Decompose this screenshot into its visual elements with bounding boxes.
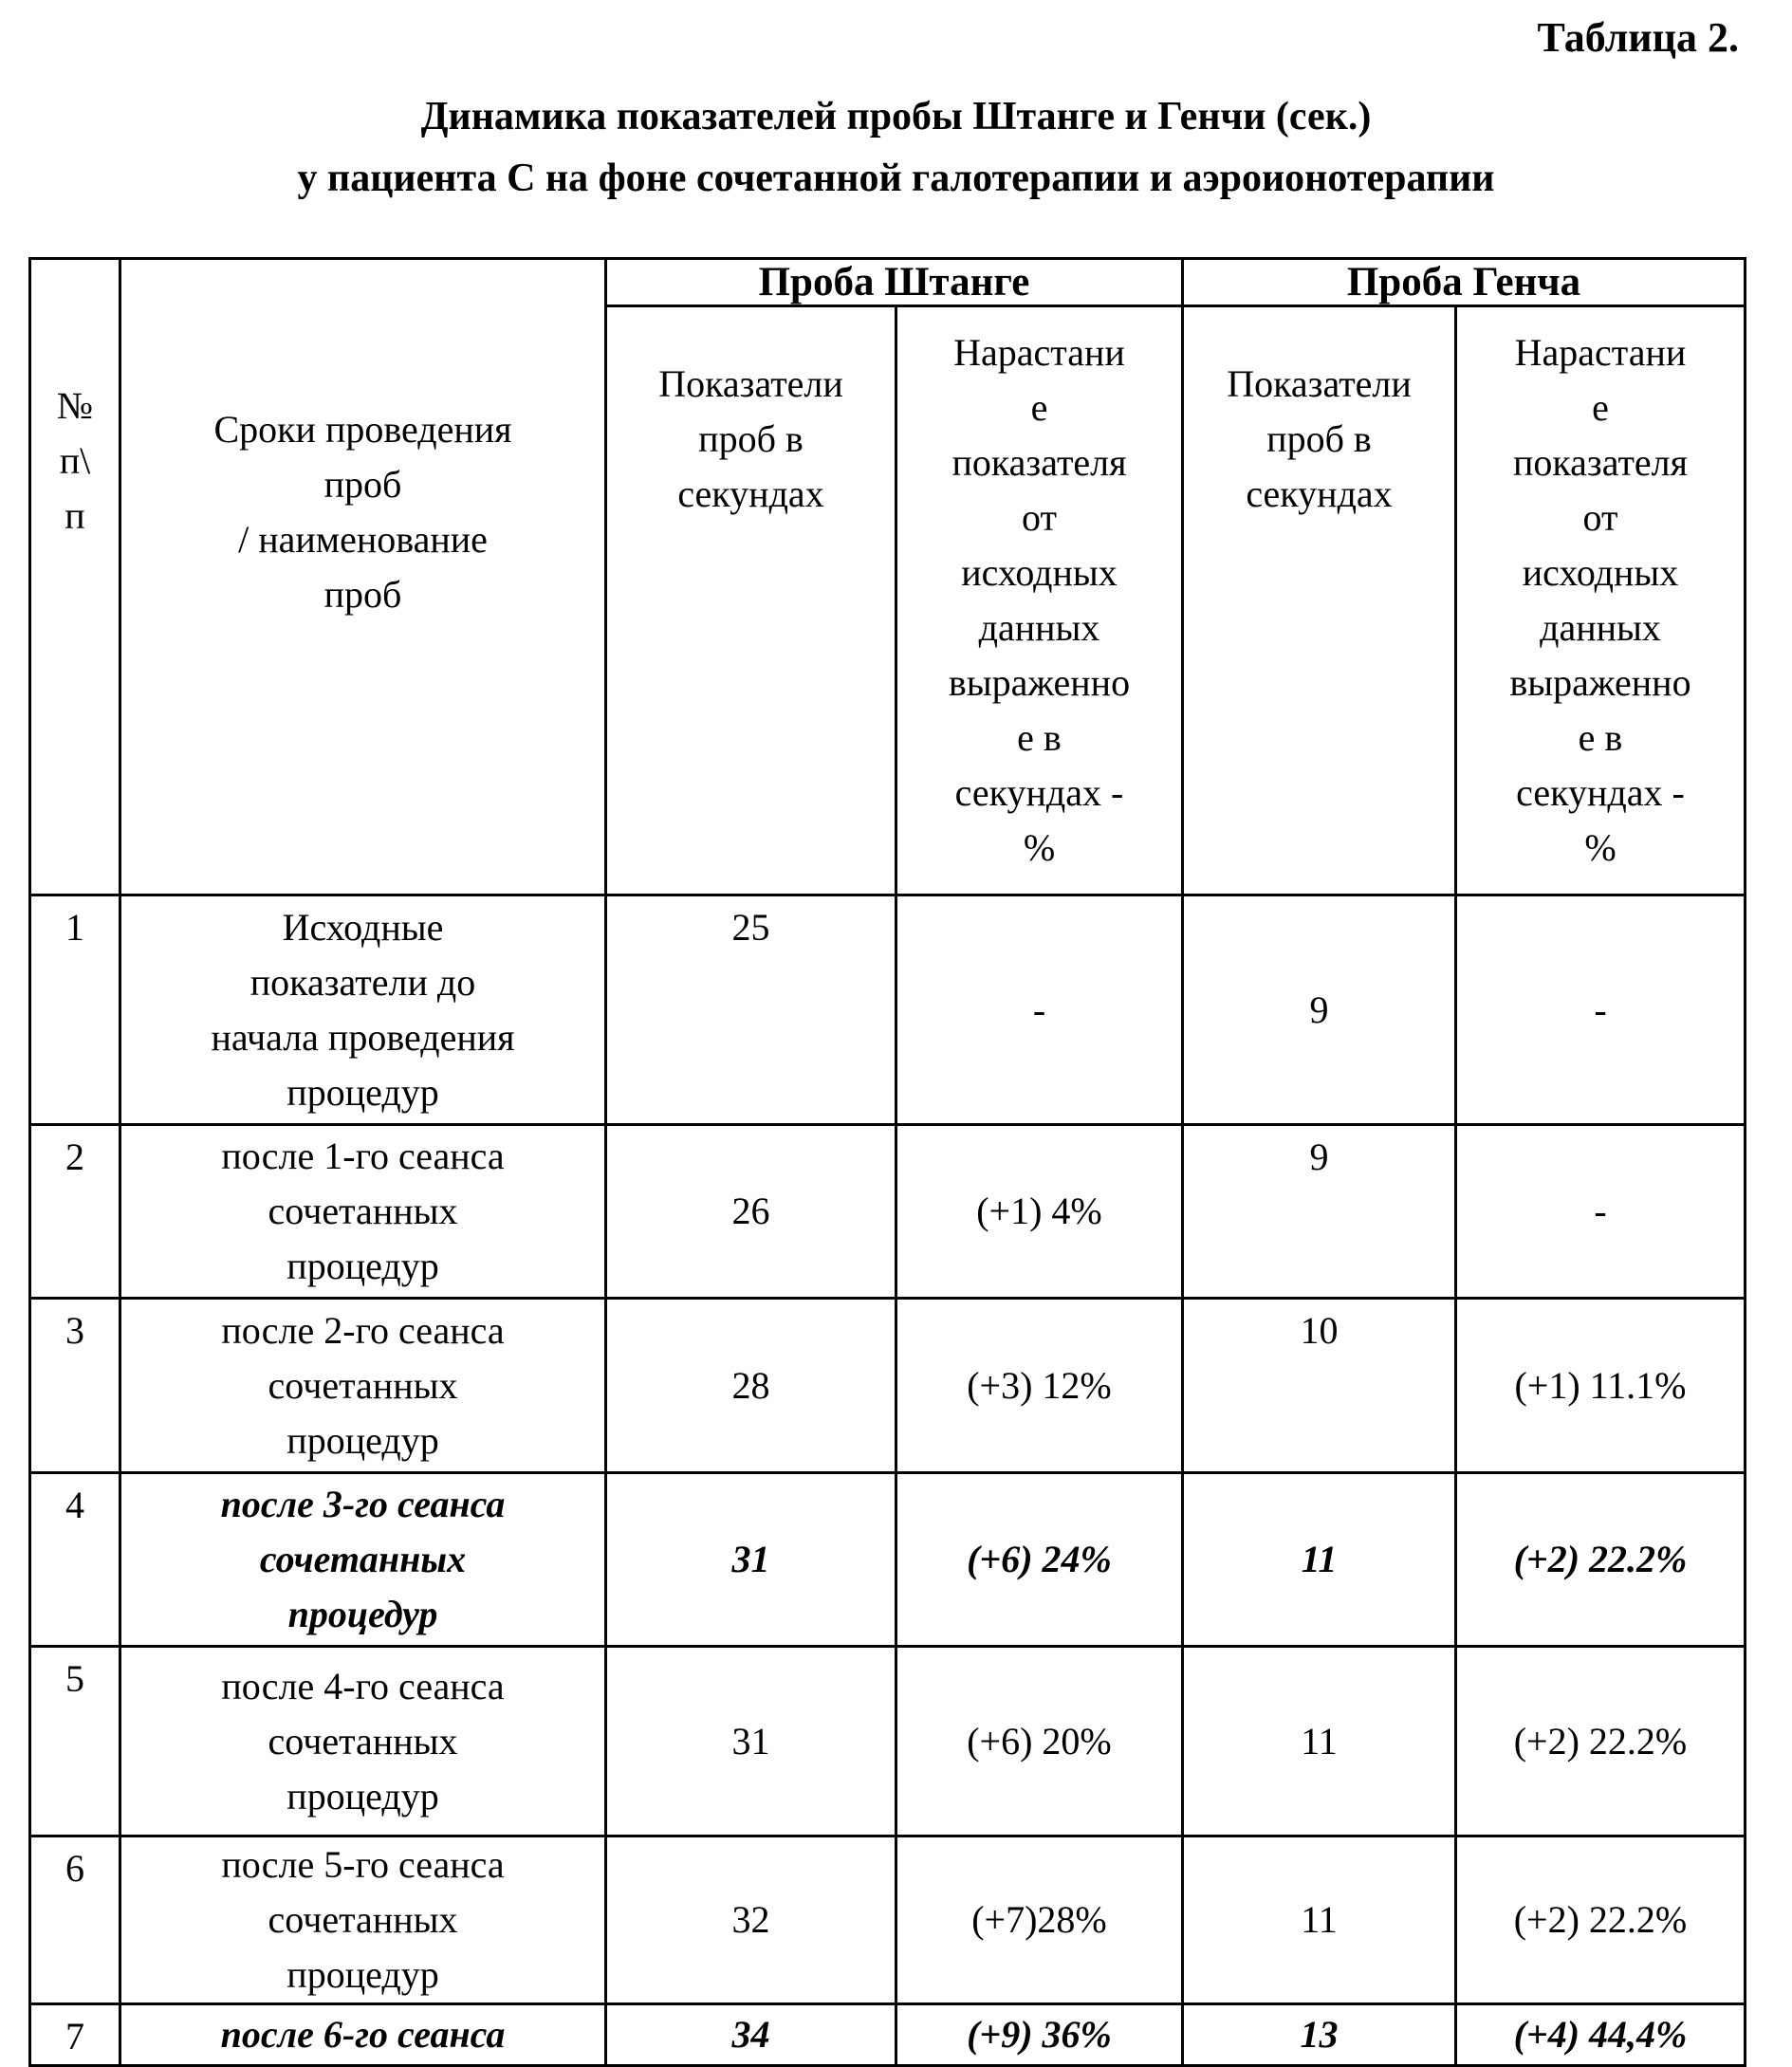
cell-row-label: после 3-го сеанса сочетанных процедур <box>120 1473 606 1647</box>
cell-row-number: 7 <box>30 2004 120 2066</box>
cell-shtange-increase: (+3) 12% <box>896 1299 1183 1473</box>
document-title: Динамика показателей пробы Штанге и Генчи (сек.) у пациента С на фоне сочетанной галотерапии и аэроионотерапии <box>297 95 1495 200</box>
table-row <box>30 2004 1746 2066</box>
cell-gencha-seconds: 11 <box>1183 1473 1456 1647</box>
table-row <box>30 1299 1746 1473</box>
cell-row-label: после 1-го сеанса сочетанных процедур <box>120 1125 606 1299</box>
table-number-label: Таблица 2. <box>1537 14 1739 61</box>
cell-gencha-increase: - <box>1456 1125 1746 1299</box>
cell-shtange-seconds: 25 <box>606 895 896 1125</box>
header-group-gencha: Проба Генча <box>1183 259 1746 306</box>
table-row <box>30 895 1746 1125</box>
cell-shtange-seconds: 28 <box>606 1299 896 1473</box>
cell-shtange-increase: - <box>896 895 1183 1125</box>
table-row <box>30 1473 1746 1647</box>
cell-gencha-seconds: 13 <box>1183 2004 1456 2066</box>
cell-gencha-increase: (+2) 22.2% <box>1456 1473 1746 1647</box>
cell-row-number: 3 <box>30 1299 120 1473</box>
cell-shtange-increase: (+9) 36% <box>896 2004 1183 2066</box>
cell-shtange-increase: (+1) 4% <box>896 1125 1183 1299</box>
cell-gencha-increase: (+4) 44,4% <box>1456 2004 1746 2066</box>
cell-gencha-seconds: 10 <box>1183 1299 1456 1473</box>
cell-shtange-seconds: 31 <box>606 1647 896 1836</box>
cell-shtange-seconds: 26 <box>606 1125 896 1299</box>
cell-row-number: 6 <box>30 1836 120 2004</box>
header-row-number: № п\ п <box>30 259 120 895</box>
cell-gencha-increase: (+2) 22.2% <box>1456 1647 1746 1836</box>
cell-row-number: 4 <box>30 1473 120 1647</box>
table-body <box>30 895 1746 2066</box>
header-terms: Сроки проведения проб / наименование проб <box>120 259 606 895</box>
header-group-shtange: Проба Штанге <box>606 259 1183 306</box>
cell-gencha-seconds: 9 <box>1183 1125 1456 1299</box>
cell-gencha-increase: (+2) 22.2% <box>1456 1836 1746 2004</box>
header-gencha-increase: Нарастани е показателя от исходных данных выраженно е в секундах - % <box>1456 306 1746 895</box>
cell-row-label: после 5-го сеанса сочетанных процедур <box>120 1836 606 2004</box>
cell-row-label: после 2-го сеанса сочетанных процедур <box>120 1299 606 1473</box>
cell-shtange-seconds: 34 <box>606 2004 896 2066</box>
cell-shtange-seconds: 31 <box>606 1473 896 1647</box>
table-header <box>30 259 1746 895</box>
group-header-row <box>30 259 1746 306</box>
table-row <box>30 1647 1746 1836</box>
dynamics-table <box>28 257 1746 2067</box>
cell-shtange-increase: (+6) 24% <box>896 1473 1183 1647</box>
cell-gencha-seconds: 11 <box>1183 1647 1456 1836</box>
cell-row-label: после 6-го сеанса <box>120 2004 606 2066</box>
cell-shtange-seconds: 32 <box>606 1836 896 2004</box>
header-gencha-seconds: Показатели проб в секундах <box>1183 306 1456 895</box>
cell-row-label: после 4-го сеанса сочетанных процедур <box>120 1647 606 1836</box>
cell-row-number: 1 <box>30 895 120 1125</box>
table-row <box>30 1836 1746 2004</box>
cell-gencha-seconds: 11 <box>1183 1836 1456 2004</box>
cell-row-label: Исходные показатели до начала проведения процедур <box>120 895 606 1125</box>
cell-shtange-increase: (+6) 20% <box>896 1647 1183 1836</box>
cell-gencha-increase: - <box>1456 895 1746 1125</box>
cell-row-number: 5 <box>30 1647 120 1836</box>
header-shtange-increase: Нарастани е показателя от исходных данных выраженно е в секундах - % <box>896 306 1183 895</box>
header-shtange-seconds: Показатели проб в секундах <box>606 306 896 895</box>
cell-gencha-seconds: 9 <box>1183 895 1456 1125</box>
cell-shtange-increase: (+7)28% <box>896 1836 1183 2004</box>
cell-row-number: 2 <box>30 1125 120 1299</box>
cell-gencha-increase: (+1) 11.1% <box>1456 1299 1746 1473</box>
table-row <box>30 1125 1746 1299</box>
